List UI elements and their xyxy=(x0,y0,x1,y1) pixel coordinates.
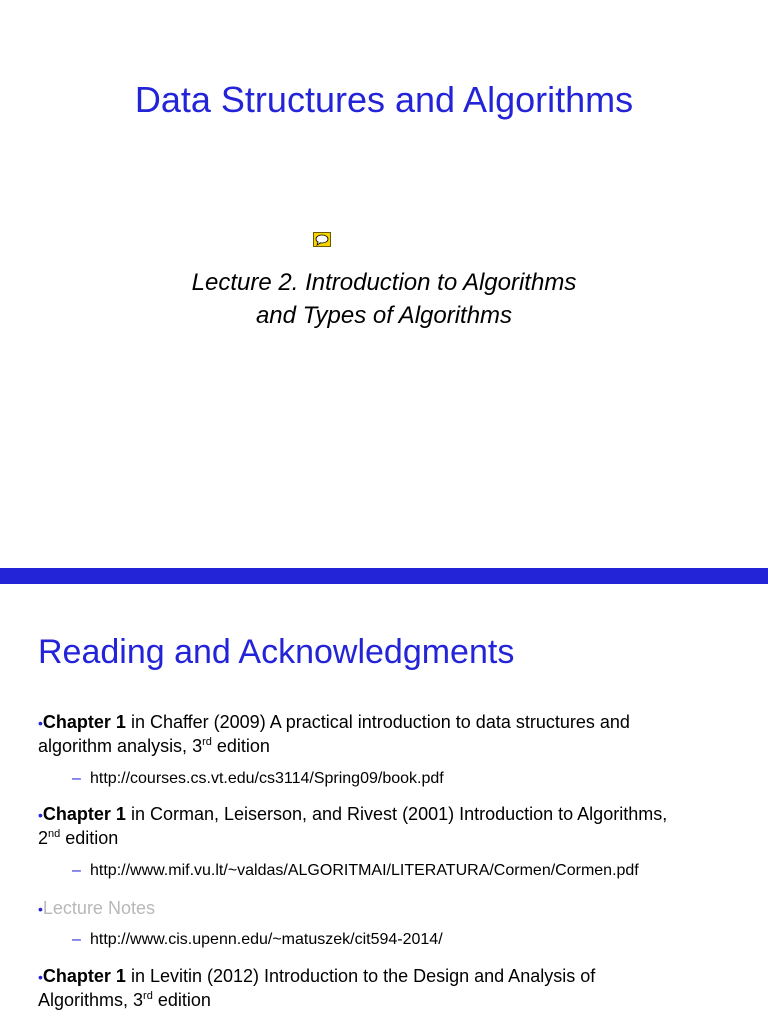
reading-item-1-line-2 xyxy=(38,734,270,758)
reading-item-4-line-1 xyxy=(38,964,595,989)
reading-item-text: in Levitin (2012) Introduction to the Design and Analysis of xyxy=(125,966,596,986)
reading-item-3-line-1 xyxy=(38,896,155,921)
reading-item-1-line-1 xyxy=(38,710,630,735)
reading-item-text: edition xyxy=(60,828,119,848)
chapter-label: Chapter 1 xyxy=(42,966,126,986)
reading-item-1-link[interactable] xyxy=(72,768,444,790)
chapter-label: Chapter 1 xyxy=(42,712,126,732)
ordinal-suffix: rd xyxy=(202,736,212,748)
reading-item-text: in Corman, Leiserson, and Rivest (2001) Introduction to Algorithms, xyxy=(125,804,668,824)
reading-item-text: 2 xyxy=(38,828,49,848)
bullet-icon: • xyxy=(38,715,43,731)
dash-icon: – xyxy=(72,770,81,787)
reading-item-text: edition xyxy=(211,736,270,756)
lecture-subtitle-line-1: Lecture 2. Introduction to Algorithms xyxy=(191,269,577,296)
lecture-subtitle-line-2: and Types of Algorithms xyxy=(255,302,513,329)
ordinal-suffix: rd xyxy=(143,990,153,1002)
reading-item-4-line-2 xyxy=(38,988,211,1012)
bullet-icon: • xyxy=(38,901,43,917)
ordinal-suffix: nd xyxy=(48,828,61,840)
comment-icon[interactable] xyxy=(313,232,331,247)
reading-item-2-link[interactable] xyxy=(72,860,639,882)
reading-item-text: Algorithms, 3 xyxy=(38,990,144,1010)
link-url[interactable]: http://www.mif.vu.lt/~valdas/ALGORITMAI/LITERATURA/Cormen/Cormen.pdf xyxy=(90,862,639,879)
bullet-icon: • xyxy=(38,969,43,985)
lecture-notes-label: Lecture Notes xyxy=(42,898,155,918)
bullet-icon: • xyxy=(38,807,43,823)
reading-item-2-line-2 xyxy=(38,826,118,850)
dash-icon: – xyxy=(72,862,81,879)
slide-title: Data Structures and Algorithms xyxy=(134,79,634,120)
reading-title: Reading and Acknowledgments xyxy=(38,633,515,671)
dash-icon: – xyxy=(72,931,81,948)
link-url[interactable]: http://courses.cs.vt.edu/cs3114/Spring09/book.pdf xyxy=(90,770,444,787)
reading-item-2-line-1 xyxy=(38,802,667,827)
slide-divider xyxy=(0,568,768,584)
reading-item-3-link[interactable] xyxy=(72,929,443,951)
chapter-label: Chapter 1 xyxy=(42,804,126,824)
reading-item-text: in Chaffer (2009) A practical introduction to data structures and xyxy=(125,712,630,732)
link-url[interactable]: http://www.cis.upenn.edu/~matuszek/cit594-2014/ xyxy=(90,931,443,948)
reading-item-text: edition xyxy=(152,990,211,1010)
reading-item-text: algorithm analysis, 3 xyxy=(38,736,203,756)
